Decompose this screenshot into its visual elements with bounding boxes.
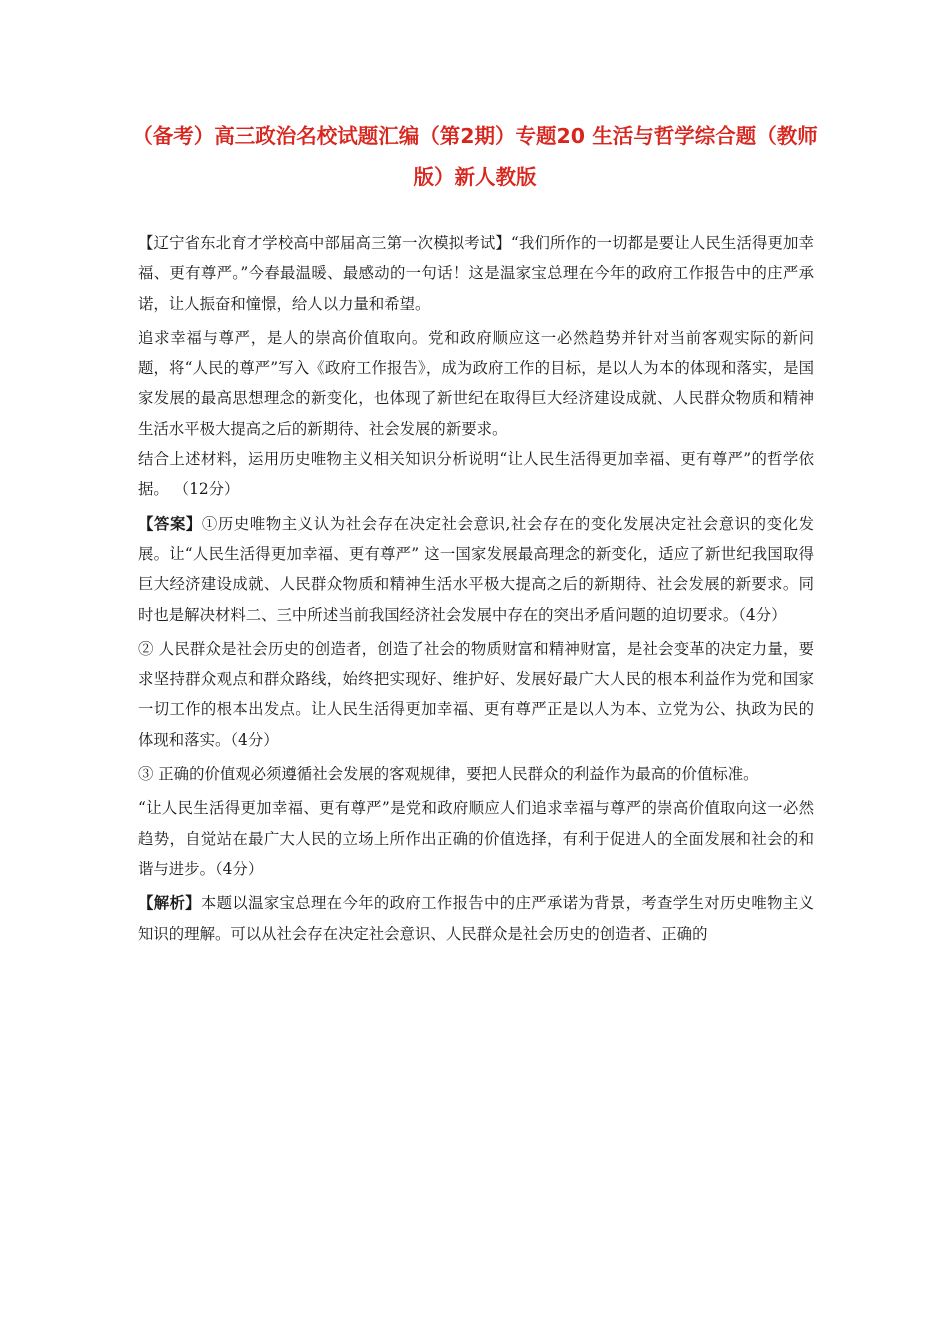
material-1-text: “我们所作的一切都是要让人民生活得更加幸福、更有尊严。”今春最温暖、最感动的一句话！这是温家宝总理在今年的政府工作报告中的庄严承诺，让人振奋和憧憬，给人以力量和希望。 — [138, 234, 814, 313]
analysis-label: 【解析】 — [138, 894, 201, 913]
document-title: （备考）高三政治名校试题汇编（第2期）专题20 生活与哲学综合题（教师版）新人教版 — [132, 124, 818, 189]
question-material-2: 追求幸福与尊严，是人的崇高价值取向。党和政府顺应这一必然趋势并针对当前客观实际的新问题，将“人民的尊严”写入《政府工作报告》，成为政府工作的目标，是以人为本的体现和落实，是国家发展的最高思想理念的新变化，也体现了新世纪在取得巨大经济建设成就、人民群众物质和精神生活水平极大提高之后的新期待、社会发展的新要求。 — [138, 328, 814, 438]
answer-point-3-continued: “让人民生活得更加幸福、更有尊严”是党和政府顺应人们追求幸福与尊严的崇高价值取向这一必然趋势，自觉站在最广大人民的立场上所作出正确的价值选择，有利于促进人的全面发展和社会的和谐与进步。（4分） — [138, 799, 814, 878]
question-prompt: 结合上述材料，运用历史唯物主义相关知识分析说明“让人民生活得更加幸福、更有尊严”的哲学依据。 （12分） — [138, 450, 814, 499]
answer-point-1 — [138, 509, 814, 630]
answer-point-1-text: ①历史唯物主义认为社会存在决定社会意识,社会存在的变化发展决定社会意识的变化发展。让“人民生活得更加幸福、更有尊严” 这一国家发展最高理念的新变化，适应了新世纪我国取得巨大经济建设成就、人民群众物质和精神生活水平极大提高之后的新期待、社会发展的新要求。同时也是解决材料二、三中所述当前我国经济社会发展中存在的突出矛盾问题的迫切要求。（4分） — [138, 514, 814, 624]
answer-point-2: ② 人民群众是社会历史的创造者，创造了社会的物质财富和精神财富，是社会变革的决定力量，要求坚持群众观点和群众路线，始终把实现好、维护好、发展好最广大人民的根本利益作为党和国家一切工作的根本出发点。让人民生活得更加幸福、更有尊严正是以人为本、立党为公、执政为民的体现和落实。（4分） — [138, 639, 814, 749]
question-material-1 — [138, 228, 814, 319]
document-body — [138, 228, 814, 949]
answer-label: 【答案】 — [138, 514, 202, 533]
question-source: 【辽宁省东北育才学校高中部届高三第一次模拟考试】 — [138, 234, 511, 252]
analysis-text: 本题以温家宝总理在今年的政府工作报告中的庄严承诺为背景，考查学生对历史唯物主义知识的理解。可以从社会存在决定社会意识、人民群众是社会历史的创造者、正确的 — [138, 894, 814, 943]
analysis-paragraph — [138, 888, 814, 949]
answer-point-3: ③ 正确的价值观必须遵循社会发展的客观规律，要把人民群众的利益作为最高的价值标准。 — [138, 765, 759, 784]
